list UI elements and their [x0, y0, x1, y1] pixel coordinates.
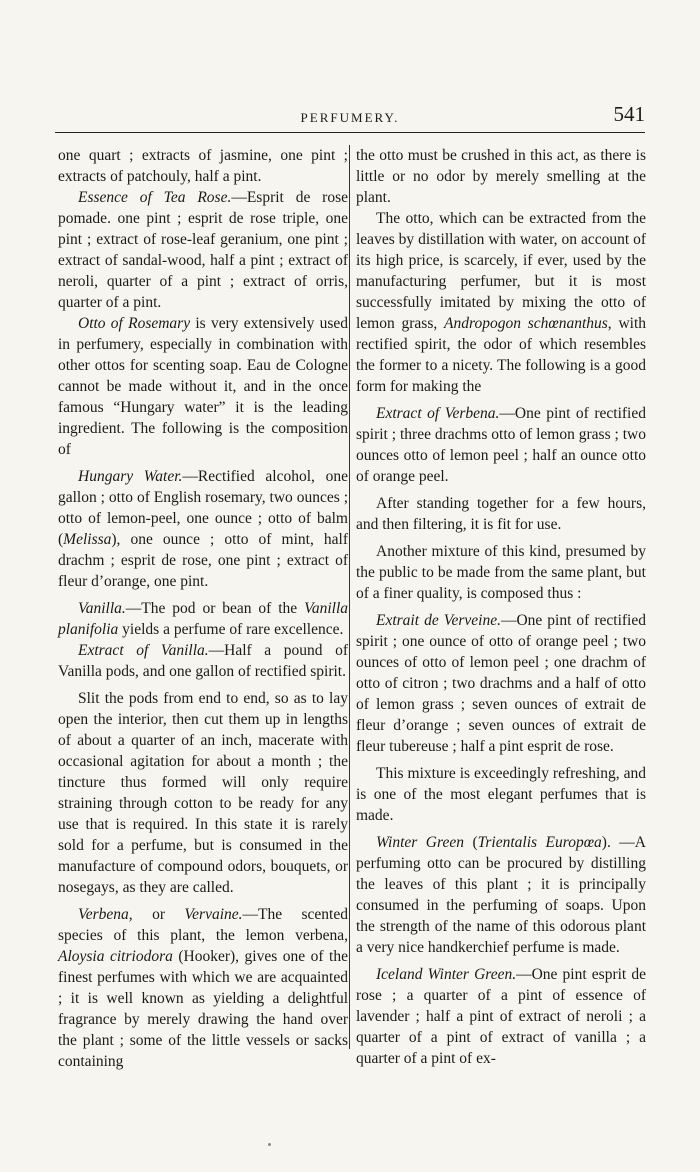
paragraph-hungary-water — [58, 466, 348, 592]
recipe-title: Otto of Rosemary — [78, 315, 191, 332]
paragraph-text: or — [132, 906, 185, 923]
paragraph-text: , with rectified spirit, the odor of which resembles the former to a nicety. The following is a good form for making the — [356, 315, 646, 395]
paragraph-winter-green — [356, 832, 646, 958]
recipe-title: Extrait de Verveine. — [376, 612, 501, 629]
species-name: Aloysia citriodora — [58, 948, 173, 965]
paragraph-verbena — [58, 904, 348, 1072]
paragraph: After standing together for a few hours, and then filtering, it is fit for use. — [356, 495, 646, 533]
recipe-title: Vervaine. — [184, 906, 243, 923]
paragraph-extrait-de-verveine — [356, 610, 646, 757]
column-divider — [349, 145, 350, 1049]
recipe-text: —One pint esprit de rose ; a quarter of a pint of essence of lavender ; half a pint of extract of neroli ; a quarter of a pint of extract of vanilla ; a quarter of a pint of ex- — [356, 966, 646, 1067]
running-head: PERFUMERY. — [300, 110, 400, 125]
print-mark — [268, 1143, 271, 1146]
recipe-title: Extract of Vanilla. — [78, 642, 209, 659]
recipe-text: —One pint of rectified spirit ; three drachms otto of lemon grass ; two ounces otto of lemon peel ; half an ounce otto of orange peel. — [356, 405, 646, 485]
recipe-text: —One pint of rectified spirit ; one ounce of otto of orange peel ; two ounces of otto of lemon peel ; one drachm of otto of citron ; two drachms and a half of otto of lemon grass ; seven ounces of extrait de fleur d’orange ; seven ounces of extrait de fleur tubereuse ; half a pint esprit de rose. — [356, 612, 646, 755]
paragraph-text: (Hooker), gives one of the finest perfumes with which we are acquainted ; it is well known as yielding a delightful fragrance by merely drawing the hand over the plant ; some of the little vessels or sacks containing — [58, 948, 348, 1070]
paragraph-text: ). —A perfuming otto can be procured by distilling the leaves of this plant ; it is principally consumed in the perfuming of soaps. Upon the strength of the name of this odorous plant a very nice handkerchief perfume is made. — [356, 834, 646, 956]
page-number: 541 — [613, 102, 645, 126]
paragraph-iceland-winter-green — [356, 964, 646, 1069]
recipe-title: Vanilla. — [78, 600, 126, 617]
recipe-title: Iceland Winter Green. — [376, 966, 517, 983]
paragraph-extract-of-vanilla — [58, 640, 348, 682]
paragraph-text: ( — [463, 834, 478, 851]
paragraph-text: The otto, which can be extracted from the leaves by distillation with water, on account of its high price, is scarcely, if ever, used by the manufacturing perfumer, but it is most successfully imitated by mixing the otto of lemon grass, — [356, 210, 646, 332]
page-header — [55, 100, 645, 134]
recipe-title: Hungary Water. — [78, 468, 183, 485]
paragraph-verbena-otto — [356, 208, 646, 397]
paragraph: one quart ; extracts of jasmine, one pint ; extracts of patchouly, half a pint. — [58, 147, 348, 185]
paragraph-text: is very extensively used in perfumery, especially in combination with other ottos for scenting soap. Eau de Cologne cannot be made without it, and in the once famous “Hungary water” it is the leading ingredient. The following is the composition of — [58, 315, 348, 458]
paragraph-text: —The pod or bean of the — [125, 600, 305, 617]
paragraph-text: —The scented species of this plant, the lemon verbena, — [58, 906, 348, 944]
paragraph: Another mixture of this kind, presumed by the public to be made from the same plant, but of a finer quality, is composed thus : — [356, 543, 646, 602]
species-name: Melissa — [63, 531, 112, 548]
header-rule — [55, 132, 645, 133]
paragraph-vanilla — [58, 598, 348, 640]
recipe-text: ), one ounce ; otto of mint, half drachm ; esprit de rose, one pint ; extract of fleur d’orange, one pint. — [58, 531, 348, 590]
recipe-title: Extract of Verbena. — [376, 405, 500, 422]
species-name: Vanilla planifolia — [58, 600, 348, 638]
paragraph: This mixture is exceedingly refreshing, and is one of the most elegant perfumes that is made. — [356, 765, 646, 824]
paragraph-extract-of-verbena — [356, 403, 646, 487]
paragraph-text: yields a perfume of rare excellence. — [118, 621, 344, 638]
paragraph: Slit the pods from end to end, so as to lay open the interior, then cut them up in lengths of about a quarter of an inch, macerate with occasional agitation for about a month ; the tincture thus formed will only require straining through cotton to be ready for any use that is required. In this state it is rarely sold for a perfume, but is consumed in the manufacture of compound odors, bouquets, or nosegays, as they are called. — [58, 690, 348, 896]
recipe-text: —Rectified alcohol, one gallon ; otto of English rosemary, two ounces ; otto of lemon-peel, one ounce ; otto of balm ( — [58, 468, 348, 548]
recipe-title: Verbena, — [78, 906, 133, 923]
species-name: Andropogon schœnanthus — [444, 315, 608, 332]
paragraph-essence-of-tea-rose — [58, 187, 348, 313]
recipe-title: Winter Green — [376, 834, 464, 851]
recipe-title: Essence of Tea Rose. — [78, 189, 232, 206]
right-column — [356, 145, 646, 1069]
paragraph: the otto must be crushed in this act, as there is little or no odor by merely smelling at the plant. — [356, 147, 646, 206]
species-name: Trientalis Europœa — [477, 834, 602, 851]
paragraph-otto-of-rosemary — [58, 313, 348, 460]
recipe-text: —Half a pound of Vanilla pods, and one gallon of rectified spirit. — [58, 642, 348, 680]
left-column — [58, 145, 348, 1072]
recipe-text: —Esprit de rose pomade. one pint ; esprit de rose triple, one pint ; extract of rose-leaf geranium, one pint ; extract of sandal-wood, half a pint ; extract of neroli, quarter of a pint ; extract of orris, quarter of a pint. — [58, 189, 349, 311]
